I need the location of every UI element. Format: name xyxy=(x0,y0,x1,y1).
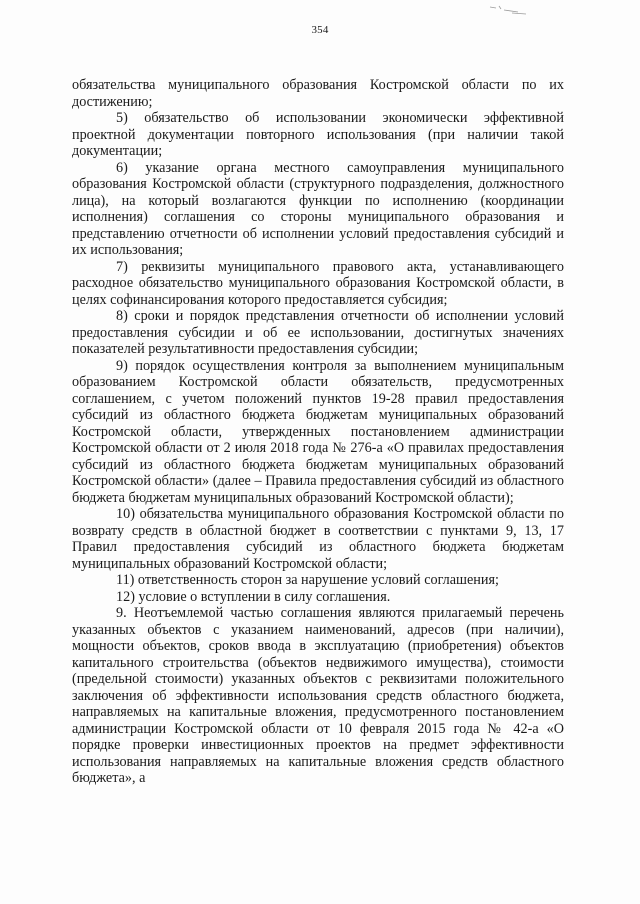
paragraph: 10) обязательства муниципального образования Костромской области по возврату средств в областной бюджет в соответствии с пунктами 9, 13, 17 Правил предоставления субсидий из областного бюджета бюджетам муниципальных образований Костромской области; xyxy=(72,506,564,572)
paragraph: 12) условие о вступлении в силу соглашения. xyxy=(116,588,391,605)
page-number: 354 xyxy=(311,24,329,36)
scan-artifact-mark xyxy=(488,4,528,16)
paragraph: 9. Неотъемлемой частью соглашения являются прилагаемый перечень указанных объектов с указанием наименований, адресов (при наличии), мощности объектов, сроков ввода в эксплуатацию (приобретения) объектов капитального строительства (объектов недвижимого имущества), стоимости (предельной стоимости) указанных объектов с реквизитами положительного заключения об эффективности использования средств областного бюджета, направляемых на капитальные вложения, предусмотренного постановлением администрации Костромской области от 10 февраля 2015 года № 42-а «О порядке проверки инвестиционных проектов на предмет эффективности использования направляемых на капитальные вложения средств областного бюджета», а xyxy=(72,605,564,786)
paragraph: 9) порядок осуществления контроля за выполнением муниципальным образованием Костромской области обязательств, предусмотренных соглашением, с учетом положений пунктов 19-28 правил предоставления субсидий из областного бюджета бюджетам муниципальных образований Костромской области, утвержденных постановлением администрации Костромской области от 2 июля 2018 года № 276-а «О правилах предоставления субсидий из областного бюджета бюджетам муниципальных образований Костромской области» (далее – Правила предоставления субсидий из областного бюджета бюджетам муниципальных образований Костромской области); xyxy=(72,357,564,506)
paragraph: 7) реквизиты муниципального правового акта, устанавливающего расходное обязательство муниципального образования Костромской области, в целях софинансирования которого предоставляется субсидия; xyxy=(72,258,564,308)
paragraph: 8) сроки и порядок представления отчетности об исполнении условий предоставления субсидии и об ее использовании, достигнутых значениях показателей результативности предоставления субсидии; xyxy=(72,308,564,357)
paragraph: 6) указание органа местного самоуправления муниципального образования Костромской области (структурного подразделения, должностного лица), на который возлагаются функции по исполнению (координации исполнения) соглашения со стороны муниципального образования и представлению отчетности об исполнении условий предоставления субсидий и их использования; xyxy=(72,159,564,258)
document-body xyxy=(72,77,564,787)
paragraph: 11) ответственность сторон за нарушение условий соглашения; xyxy=(116,572,499,588)
paragraph: обязательства муниципального образования Костромской области по их достижению; xyxy=(72,77,564,110)
paragraph: 5) обязательство об использовании экономически эффективной проектной документации повторного использования (при наличии такой документации; xyxy=(72,110,564,159)
